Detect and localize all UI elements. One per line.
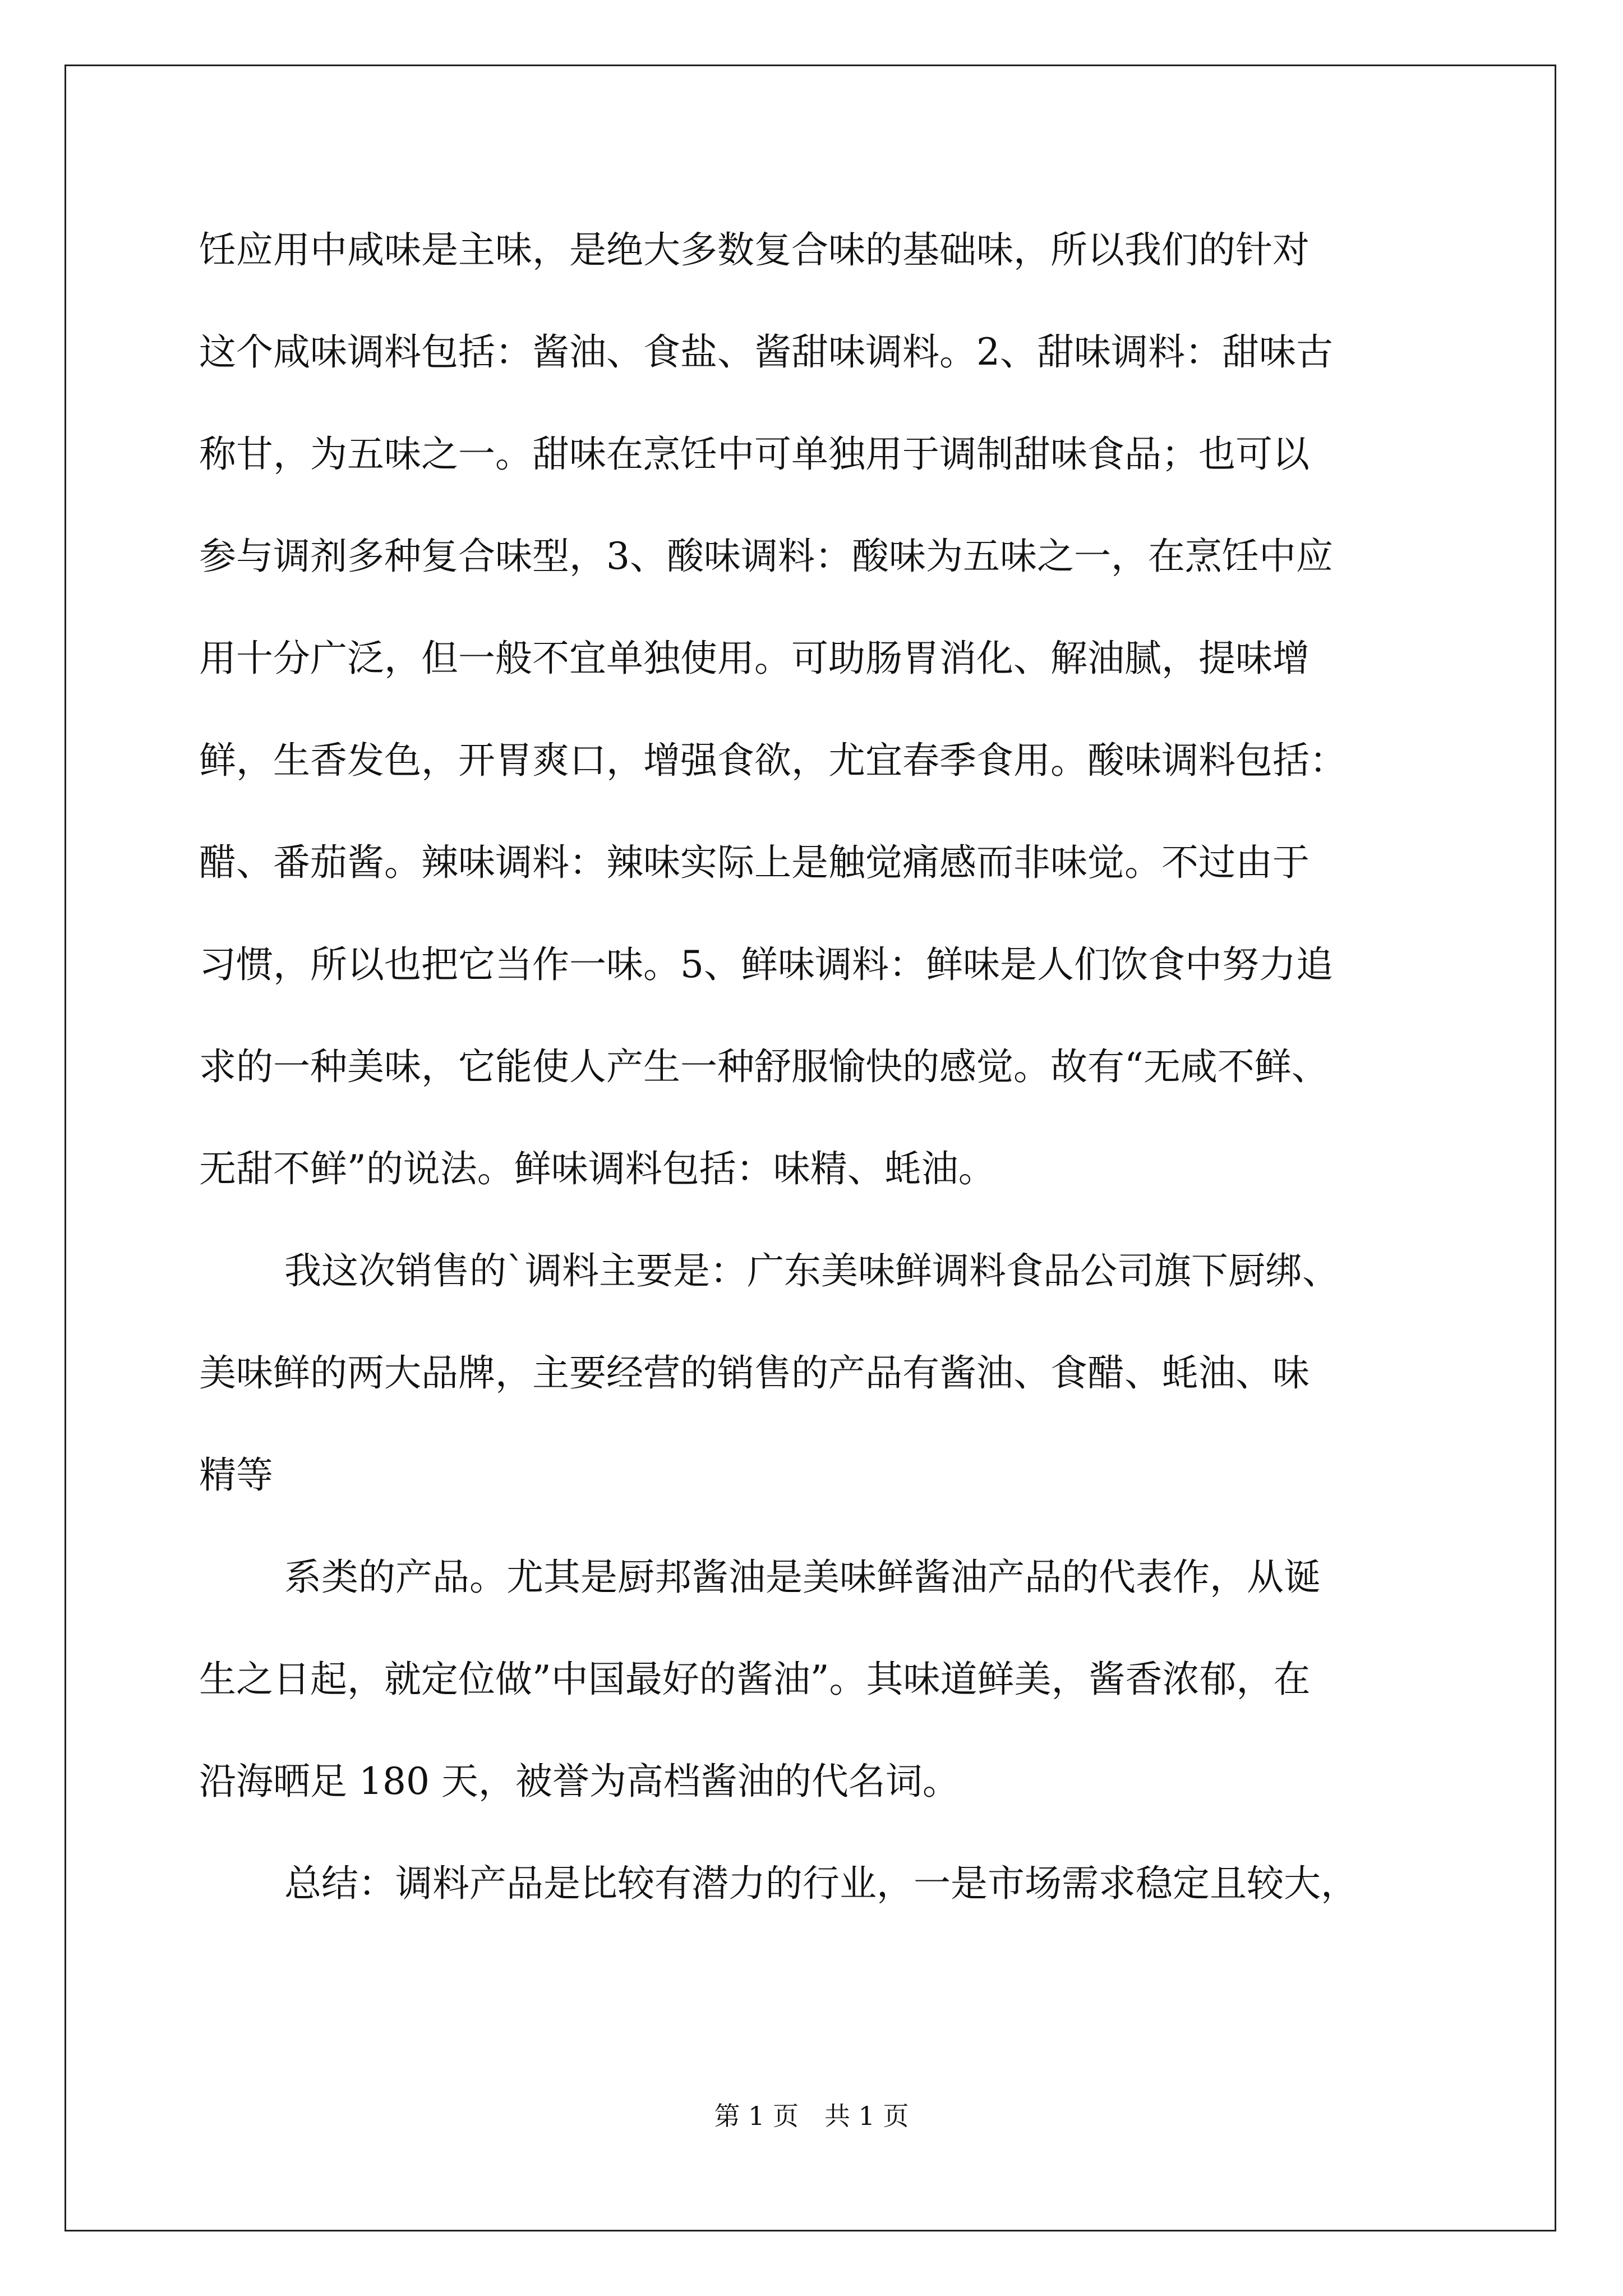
- text-line: 参与调剂多种复合味型，3、酸味调料：酸味为五味之一，在烹饪中应: [199, 535, 1333, 578]
- document-body: [199, 199, 1433, 1935]
- text-line: 饪应用中咸味是主味，是绝大多数复合味的基础味，所以我们的针对: [199, 228, 1310, 272]
- text-line: 精等: [199, 1453, 273, 1497]
- text-line: 美味鲜的两大品牌，主要经营的销售的产品有酱油、食醋、蚝油、味: [199, 1351, 1310, 1395]
- text-line: 习惯，所以也把它当作一味。5、鲜味调料：鲜味是人们饮食中努力追: [199, 943, 1333, 986]
- text-line: 用十分广泛，但一般不宜单独使用。可助肠胃消化、解油腻，提味增: [199, 637, 1310, 680]
- text-line: 无甜不鲜”的说法。鲜味调料包括：味精、蚝油。: [199, 1147, 995, 1190]
- text-line: 沿海晒足 180 天，被誉为高档酱油的代名词。: [199, 1760, 960, 1803]
- text-line: 醋、番茄酱。辣味调料：辣味实际上是触觉痛感而非味觉。不过由于: [199, 841, 1310, 884]
- text-line: 求的一种美味，它能使人产生一种舒服愉快的感觉。故有“无咸不鲜、: [199, 1045, 1329, 1088]
- paragraph-first-line: 我这次销售的`调料主要是：广东美味鲜调料食品公司旗下厨绑、: [284, 1249, 1339, 1292]
- text-line: 生之日起，就定位做”中国最好的酱油”。其味道鲜美，酱香浓郁，在: [199, 1658, 1311, 1701]
- text-line: 称甘，为五味之一。甜味在烹饪中可单独用于调制甜味食品；也可以: [199, 432, 1310, 476]
- paragraph-first-line: 总结：调料产品是比较有潜力的行业，一是市场需求稳定且较大，: [284, 1862, 1358, 1905]
- text-line: 这个咸味调料包括：酱油、食盐、酱甜味调料。2、甜味调料：甜味古: [199, 330, 1333, 374]
- page-footer: 第 1 页 共 1 页: [714, 2101, 909, 2131]
- text-line: 鲜，生香发色，开胃爽口，增强食欲，尤宜春季食用。酸味调料包括：: [199, 739, 1347, 782]
- paragraph-first-line: 系类的产品。尤其是厨邦酱油是美味鲜酱油产品的代表作，从诞: [284, 1556, 1321, 1599]
